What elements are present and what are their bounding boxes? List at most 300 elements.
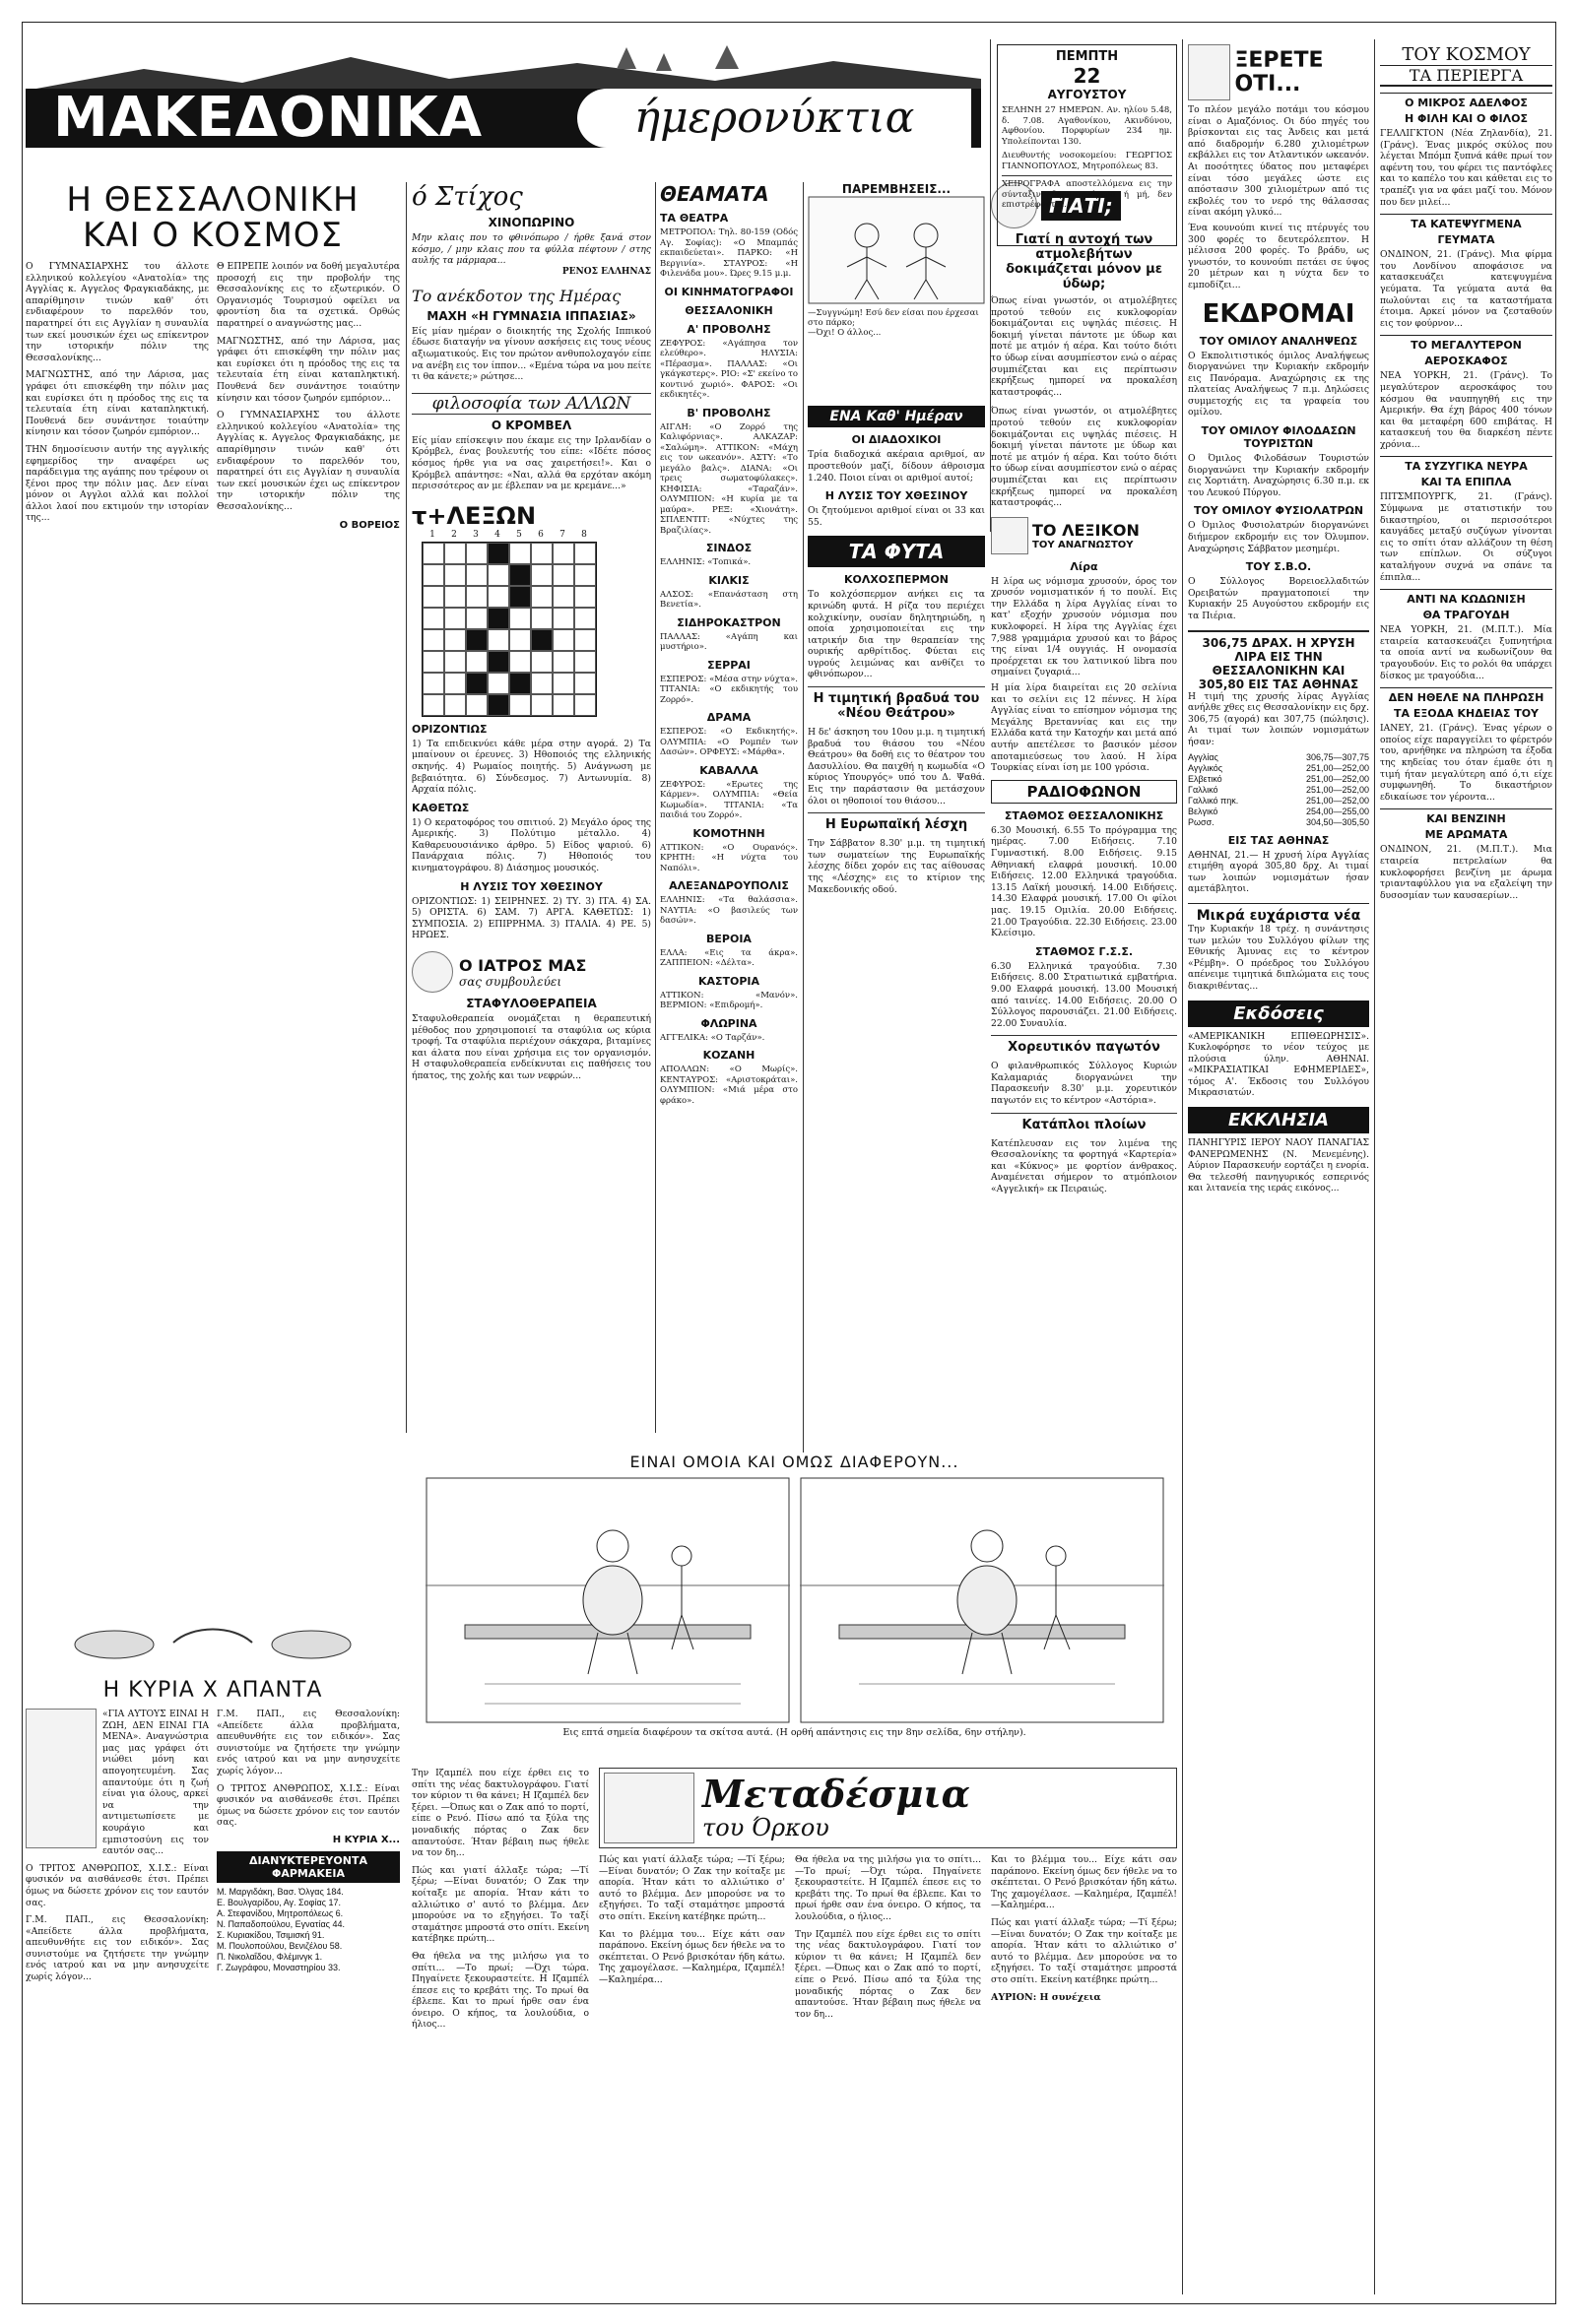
town-name: ΚΙΛΚΙΣ <box>708 573 750 587</box>
calendar-month: ΑΥΓΟΥΣΤΟΥ <box>1047 88 1127 101</box>
crossword-cell[interactable] <box>553 586 574 608</box>
fyta-subtitle: ΚΟΛΧΟΣΠΕΡΜΟΝ <box>843 573 950 587</box>
crossword-cell[interactable] <box>423 586 444 608</box>
differences-title: ΕΙΝΑΙ ΟΜΟΙΑ ΚΑΙ ΟΜΩΣ ΔΙΑΦΕΡΟΥΝ... <box>629 1452 959 1471</box>
kosmos-item-title: ΤΑ ΣΥΖΥΓΙΚΑ ΝΕΥΡΑ <box>1380 456 1552 473</box>
column-rule <box>803 182 804 1452</box>
crossword-cell[interactable] <box>444 564 466 586</box>
lead-paragraph: Ο ΓΥΜΝΑΣΙΑΡΧΗΣ του άλλοτε ελληνικού κολλεγίου «Ανατολία» της Αγγλίας κ. Αγγελος Φραγκιαδάκης, με απαρίθμησιν τινών καθ' ότι ενδιαφέρουν το παρελθόν του, παρατηρεί ότι εις Αγγλίαν η συναυλία των εκεί μουσικών έχει ως επίκεντρον την ιστορικήν πόλιν της Θεσσαλονίκης... <box>217 410 400 512</box>
crossword-cell[interactable] <box>531 673 553 694</box>
lead-paragraph: ΤΗΝ δημοσίευσιν αυτήν της αγγλικής εφημερίδος την αναφέρει ως παράδειγμα της αγάπης που τρέφουν οι ξένοι προς την πόλιν μας. Δεν είναι μόνον οι Αγγλοι αλλά και πολλοί άλλοι λαοί που εκτιμούν την ιστορίαν της... <box>26 443 209 524</box>
town-cinemas-list: ΕΛΛΗΝΙΣ: «Τοπικά». <box>660 557 752 567</box>
currency-value: 306,75—307,75 <box>1305 751 1369 762</box>
radio-station-1-program: 6.30 Μουσική. 6.55 Το πρόγραμμα της ημέρας. 7.00 Ειδήσεις. 7.10 Γυμναστική. 8.00 Ειδήσεις. 9.15 Αθηνιακή ελαφρά μουσική. 10.00 Ειδήσεις. 12.00 Ελληνικά τραγούδια. 13.15 Λαϊκή μουσική. 14.00 Ειδήσεις. 14.30 Ελαφρά μουσική. 17.00 Οι φίλοι μας. 19.15 Ομιλία. 20.00 Ειδήσεις. 21.00 Τραγούδια. 22.30 Ειδήσεις. 23.00 Κλείσιμο. <box>991 824 1177 939</box>
serial-col-1b: Πώς και γιατί άλλαξε τώρα; —Τί ξέρω; —Είναι δυνατόν; Ο Ζακ την κοίταξε με απορία. Ήταν κάτι το αλλιώτικο σ' αυτό το βλέμμα. Δεν μπορούσε να το εξηγήσει. Το ταξί σταμάτησε μπροστά στο σπίτι. Εκείνη κατέβηκε πρώτη... <box>412 1864 589 1945</box>
crossword-cell <box>509 586 531 608</box>
crossword-cell[interactable] <box>444 651 466 673</box>
kyria-paragraph: «ΓΙΑ ΑΥΤΟΥΣ ΕΙΝΑΙ Η ΖΩΗ, ΔΕΝ ΕΙΝΑΙ ΓΙΑ ΜΕΝΑ». Αναγνώστρια μας μας γράφει ότι νιώθει μόνη και απογοητευμένη. Σας απαντούμε ότι η ζωή είναι για όλους, αρκεί να την αντιμετωπίσετε με κουράγιο και εμπιστοσύνη εις τον εαυτόν σας... <box>102 1709 209 1857</box>
kosmos-item-text: ΟΝΔΙΝΟΝ, 21. (Μ.Π.Τ.). Μια εταιρεία πετρελαίων θα κυκλοφορήσει βενζίνη με άρωμα τριανταφύλλου για να εξαλείψη την δυσοσμίαν των καυσαερίων... <box>1380 844 1552 901</box>
lead-signature: Ο ΒΟΡΕΙΟΣ <box>339 520 400 532</box>
column-two <box>412 182 651 1433</box>
filosofia-title: φιλοσοφία των ΑΛΛΩΝ <box>412 393 651 415</box>
differences-left-drawing <box>426 1477 790 1723</box>
paremvaseis-title: ΠΑΡΕΜΒΗΣΕΙΣ... <box>841 182 952 196</box>
kyria-paragraph: Γ.Μ. ΠΑΠ., εις Θεσσαλονίκη: «Απείδετε άλλα προβλήματα, απευθυνθήτε εις τον ειδικόν». Σας συνιστούμε να ζητήσετε την γνώμην ενός ιατρού και να μην ανησυχείτε χωρίς λόγον... <box>217 1709 400 1776</box>
iatros-subtitle-2: σας συμβουλεύει <box>459 974 562 989</box>
crossword-cell[interactable] <box>444 629 466 651</box>
crossword-cell <box>488 608 509 629</box>
serial-col-1: Την Ιζαμπέλ που είχε έρθει εις το σπίτι της νέας δακτυλογράφου. Γιατί τον κύριον τι θα κάνει; Η Ιζαμπέλ δεν ξέρει. —Όπως και ο Ζακ από το πορτί, είπε ο Ρενό. Πίσω από τα ξύλα της μοναδικής πόρτας ο Ζακ δεν απαντούσε. Ήταν βέβαιη πως ήθελε να τον δη... <box>412 1768 589 1859</box>
crossword-cell[interactable] <box>423 543 444 564</box>
filosofia-text: Είς μίαν επίσκεψιν που έκαμε εις την Ιρλανδίαν ο Κρόμβελ, ένας βουλευτής του είπε: «Ιδέτε πόσος κόσμος ήρθε για να σας χαιρετήσει!». Και ο Κρόμβελ απάντησε: «Ναι, αλλά θα ερχόταν ακόμη περισσότερος αν με έβλεπαν να με κρεμάνε...» <box>412 434 651 492</box>
eyxi-title: Μικρά ευχάριστα νέα <box>1188 903 1369 924</box>
pharmacy-item: Π. Νικολαΐδου, Φλέμινγκ 1. <box>217 1951 323 1962</box>
crossword-cell[interactable] <box>423 629 444 651</box>
timitiki-text: Η δε' άσκηση του 10ου μ.μ. η τιμητική βραδυά του θιάσου του «Νέου Θεάτρου» θα δοθή εις το θέατρον του Δασυλλίου. Θα παιχθή η κωμωδία «Ο κύριος Υπουργός» υπό του Δ. Ψαθά. Εις την παράστασιν θα μετάσχουν όλοι οι ηθοποιοί του θιάσου... <box>808 727 985 807</box>
calendar-day: ΠΕΜΠΤΗ <box>1055 49 1119 64</box>
timitiki-title: Η τιμητική βραδυά του «Νέου Θεάτρου» <box>808 686 985 721</box>
town-cinemas-list: ΠΑΛΛΑΣ: «Αγάπη και μυστήριο». <box>660 631 798 652</box>
crossword-cell[interactable] <box>444 608 466 629</box>
currency-row <box>1188 817 1369 828</box>
town-name: ΒΕΡΟΙΑ <box>706 932 752 945</box>
anekdoto-title: Το ανέκδοτον της Ημέρας <box>412 286 622 305</box>
ekdromai-subtitle: ΤΟΥ ΟΜΙΛΟΥ ΑΝΑΛΗΨΕΩΣ <box>1199 334 1358 348</box>
crossword-cell[interactable] <box>553 629 574 651</box>
crossword-horizontal-clues: 1) Τα επιδεικνύει κάθε μέρα στην αγορά. 2) Τα μπαίνουν οι έρευνες. 3) Ηθοποιός της ελληνικής σκηνής. 4) Ρωμαίος ποιητής. 5) Ανάγνωση με βεβαιότητα. 6) Σύνδεσμος. 7) Αντωνυμία. 8) Αρχαία πόλις. <box>412 738 651 796</box>
ekdoseis-text: «ΑΜΕΡΙΚΑΝΙΚΗ ΕΠΙΘΕΩΡΗΣΙΣ». Κυκλοφόρησε το νέον τεύχος με πλούσια ύλην. ΑΘΗΝΑΙ. «ΜΙΚΡΑΣΙΑΤΙΚΑΙ ΕΦΗΜΕΡΙΔΕΣ», τόμος Α'. Έκδοσις του Συλλόγου Μικρασιατών. <box>1188 1030 1369 1099</box>
pharmacies-list <box>217 1887 400 1973</box>
crossword-cell[interactable] <box>574 543 596 564</box>
radio-station-2-program: 6.30 Ελληνικά τραγούδια. 7.30 Ειδήσεις. 8.00 Στρατιωτικά εμβατήρια. 9.00 Ελαφρά μουσική. 13.00 Μουσική από ταινίες. 14.00 Ειδήσεις. 20.00 Ο Σύλλογος παρουσιάζει. 21.00 Ειδήσεις. 22.00 Συναυλία. <box>991 960 1177 1029</box>
crossword-number: 8 <box>581 529 587 540</box>
xorefticon-text: Ο φιλανθρωπικός Σύλλογος Κυριών Καλαμαριάς διοργανώνει την Παρασκευήν 8.30' μ.μ. χορευτικόν παγωτόν εις το κέντρον «Αστόρια». <box>991 1061 1177 1107</box>
crossword-cell[interactable] <box>466 586 488 608</box>
crossword-cell[interactable] <box>553 694 574 716</box>
town-name: ΑΛΕΞΑΝΔΡΟΥΠΟΛΙΣ <box>669 879 789 892</box>
crossword-cell[interactable] <box>531 651 553 673</box>
ena-kathimeran-solution-title: Η ΛΥΣΙΣ ΤΟΥ ΧΘΕΣΙΝΟΥ <box>824 489 968 503</box>
ekdoseis-title: Εκδόσεις <box>1188 1001 1369 1027</box>
crossword-horizontal-title: ΟΡΙΖΟΝΤΙΩΣ <box>412 722 488 736</box>
giati-text: Όπως είναι γνωστόν, οι ατμολέβητες προτού τεθούν εις κυκλοφορίαν δοκιμάζονται εις υψηλάς πιέσεις. Η δοκιμή γίνεται πάντοτε με ύδωρ και ποτέ με ατμόν ή αέρα. Και τούτο διότι το ύδωρ είναι ασυμπίεστον ενώ ο αέρας συμπιέζεται και εις περίπτωσιν εκρήξεως ημπορεί να προκαλέση καταστροφάς... <box>991 295 1177 398</box>
newspaper-reader-icon <box>1188 44 1230 100</box>
differences-caption: Εις επτά σημεία διαφέρουν τα σκίτσα αυτά. (Η ορθή απάντησις εις την 8ην σελίδα, 6ην στήλην). <box>562 1727 1026 1738</box>
lead-paragraph: ΜΑΓΝΩΣΤΗΣ, από την Λάρισα, μας γράφει ότι επισκέφθη την πόλιν μας και ευρίσκει ότι η πρόοδος της εις τα τελευταία έτη είναι καταπληκτική. Πουθενά δεν συνάντησε τοιαύτην κίνησιν και τόσον ζωηρόν εμπόριον... <box>26 369 209 438</box>
column-five <box>1188 44 1369 2294</box>
crossword-cell[interactable] <box>553 673 574 694</box>
town-name: ΣΙΝΔΟΣ <box>705 542 753 554</box>
kosmos-item-title: ΤΑ ΚΑΤΕΨΥΓΜΕΝΑ <box>1380 214 1552 230</box>
b-provoli-list: ΑΙΓΛΗ: «Ο Ζορρό της Καλιφόρνιας». ΑΛΚΑΖΑΡ: «Σαλώμη». ΑΤΤΙΚΟΝ: «Μάχη εις τον ωκεανόν». ΑΣΤΥ: «Το μεγάλο βαλς». ΔΙΑΝΑ: «Οι τρεις σωματοφύλακες». ΚΗΦΙΣΙΑ: «Ταραζάν». ΟΛΥΜΠΙΟΝ: «Η κυρία με τα μαύρα». ΡΕΞ: «Χιονάτη». ΣΠΛΕΝΤΙΤ: «Νύχτες της Βραζιλίας». <box>660 421 798 536</box>
lexiko-text: Η λίρα ως νόμισμα χρυσούν, όρος τον χρυσόν νομισματικόν ή το πουλί. Εις την Ελλάδα η λίρα Αγγλίας είναι το κατ' εξοχήν χρυσούν νόμισμα που κυκλοφορεί. Η λίρα της Αγγλίας έχει 7,988 γραμμάρια χρυσού και το βάρος της είναι 1/4 ουγγιάς. Η ονομασία προέρχεται εκ του λατινικού libra που σημαίνει ζυγαριά... <box>991 575 1177 678</box>
masthead-title: ΜΑΚΕΔΟΝΙΚΑ <box>53 86 484 150</box>
crossword-cell[interactable] <box>553 543 574 564</box>
crossword-cell[interactable] <box>531 694 553 716</box>
differences-section <box>412 1452 1177 1758</box>
paremvaseis-caption: —Συγγνώμη! Εσύ δεν είσαι που έρχεσαι στο πάρκο; —Όχι! Ο άλλος... <box>808 308 979 338</box>
serial-continuation: ΑΥΡΙΟΝ: Η συνέχεια <box>991 1991 1101 2003</box>
fyta-title: ΤΑ ΦΥΤΑ <box>808 536 985 567</box>
pharmacy-item: Ν. Παπαδοπούλου, Εγνατίας 44. <box>217 1918 345 1929</box>
crossword-cell[interactable] <box>509 608 531 629</box>
crossword-number: 7 <box>559 529 565 540</box>
crossword-cell <box>488 651 509 673</box>
kosmos-item-text: ΟΝΔΙΝΟΝ, 21. (Γράνς). Μια φίρμα του Λονδίνου αποφάσισε να κατασκευάζει κατεψυγμένα γεύματα. Τα γεύματα αυτά θα πωλούνται εις τα καταστήματα έτοιμα. Αρκεί μόνον να ζεσταθούν εις τον φούρνον... <box>1380 249 1552 329</box>
crossword-cell <box>466 673 488 694</box>
kosmos-item-text: ΝΕΑ ΥΟΡΚΗ, 21. (Γράνς). Το μεγαλύτερον αεροσκάφος του κόσμου θα ναυπηγηθή εις την Αμερικήν. Θα έχη βάρος 400 τόνων και θα μεταφέρη 600 επιβάτας. Η κατασκευή του θα διαρκέση πέντε χρόνια... <box>1380 370 1552 450</box>
serial-col-2b: Και το βλέμμα του... Είχε κάτι σαν παράπονο. Εκείνη όμως δεν ήθελε να το σκέπτεται. Ο Ρενό βρισκόταν ήδη κάτω. Της χαμογέλασε. —Καλημέρα, Ιζαμπέλ! —Καλημέρα... <box>599 1928 785 1985</box>
masthead-scene-illustration <box>26 39 981 91</box>
currency-value: 254,00—255,00 <box>1305 806 1369 816</box>
crossword-cell[interactable] <box>531 564 553 586</box>
lexiko-title: ΤΟ ΛΕΞΙΚΟΝ <box>1032 520 1140 540</box>
exerete-text: Το πλέον μεγάλο ποτάμι του κόσμου είναι ο Αμαζόνιος. Οι δύο πηγές του βρίσκονται εις τας Άνδεις και μετά από διαδρομήν 6.280 χιλιομέτρων εκβάλλει εις τον Ατλαντικόν ωκεανόν. Αι ποσότητες ύδατος που μεταφέρει είναι τόσο μεγάλες ώστε εις απόστασιν 300 χιλιομέτρων από τις εκβολές του το νερό της θάλασσας είναι ακόμη γλυκό... <box>1188 104 1369 219</box>
ekdromai-subtitle-2: ΤΟΥ ΟΜΙΛΟΥ ΦΙΛΟΔΑΣΩΝ ΤΟΥΡΙΣΤΩΝ <box>1201 424 1356 451</box>
currency-name: Ελβετικό <box>1188 773 1222 784</box>
xrysi-athens-text: ΑΘΗΝΑΙ, 21.— Η χρυσή λίρα Αγγλίας ετιμήθη αγορά 305,80 δρχ. Αι τιμαί των λοιπών νομισμάτων ήσαν αμετάβλητοι. <box>1188 849 1369 895</box>
town-name: ΚΟΖΑΝΗ <box>702 1049 755 1062</box>
crossword-cell[interactable] <box>553 564 574 586</box>
town-cinemas-list: ΑΤΤΙΚΟΝ: «Μανόν». ΒΕΡΜΙΟΝ: «Επιδρομή». <box>660 990 798 1010</box>
serial-col-2: Πώς και γιατί άλλαξε τώρα; —Τί ξέρω; —Είναι δυνατόν; Ο Ζακ την κοίταξε με απορία. Ήταν κάτι το αλλιώτικο σ' αυτό το βλέμμα. Δεν μπορούσε να το εξηγήσει. Το ταξί σταμάτησε μπροστά στο σπίτι. Εκείνη κατέβηκε πρώτη... <box>599 1854 785 1922</box>
calendar-note: ΧΕΙΡΟΓΡΑΦΑ αποστελλόμενα εις την σύνταξιν, δημοσιευόμενα ή μή, δεν επιστρέφονται. <box>1002 175 1172 211</box>
kosmos-item-subtitle: ΘΑ ΤΡΑΓΟΥΔΗ <box>1422 609 1510 622</box>
column-rule <box>1374 39 1375 2294</box>
town-cinemas-list: ΑΛΣΟΣ: «Επανάσταση στη Βενετία». <box>660 589 798 610</box>
kyria-paragraph: Ο ΤΡΙΤΟΣ ΑΝΘΡΩΠΟΣ, Χ.Ι.Σ.: Είναι φυσικόν να αισθάνεσθε έτσι. Πρέπει όμως να δώσετε χρόνον εις τον εαυτόν σας. <box>26 1862 209 1908</box>
crossword-cell[interactable] <box>423 673 444 694</box>
lead-title-1: Η ΘΕΣΣΑΛΟΝΙΚΗ <box>66 182 360 220</box>
theatra-title: ΤΑ ΘΕΑΤΡΑ <box>660 212 729 225</box>
crossword-cell[interactable] <box>574 564 596 586</box>
lead-paragraph: Θ ΕΠΡΕΠΕ λοιπόν να δοθή μεγαλυτέρα προσοχή εις την προβολήν της Θεσσαλονίκης εις το εξωτερικόν. Ο Οργανισμός Τουρισμού οφείλει να φροντίση δια τα σχετικά. Ορθώς παρατηρεί ο αναγνώστης μας... <box>217 261 400 329</box>
kosmos-item-subtitle: ΜΕ ΑΡΩΜΑΤΑ <box>1424 828 1508 842</box>
lexon-title: τ+ΛΕΞΩΝ <box>412 501 537 530</box>
ekdromai-text: Ο Εκπολιτιστικός όμιλος Αναλήψεως διοργανώνει την Κυριακήν εκδρομήν εις Πανόραμα. Αναχώρησις εκ της πλατείας Αναλήψεως 7 π.μ. Δηλώσεις συμμετοχής εις τα γραφεία του ομίλου. <box>1188 350 1369 419</box>
pharmacy-item: Σ. Κυριακίδου, Τσιμισκή 91. <box>217 1929 325 1940</box>
serial-title: Μεταδέσμια <box>702 1772 970 1816</box>
xrysi-text: Η τιμή της χρυσής λίρας Αγγλίας ανήλθε χθες εις Θεσσαλονίκην εις δρχ. 306,75 (αγορά) και 307,75 (πώλησις). Αι τιμαί των λοιπών νομισμάτων ήσαν: <box>1188 690 1369 747</box>
ena-kathimeran-subtitle: ΟΙ ΔΙΑΔΟΧΙΚΟΙ <box>851 433 942 447</box>
giati-subtitle: Γιατί η αντοχή των ατμολεβήτων δοκιμάζεται μόνον με ύδωρ; <box>1006 232 1162 291</box>
crossword-vertical-title: ΚΑΘΕΤΩΣ <box>412 801 470 814</box>
crossword-cell[interactable] <box>531 543 553 564</box>
pharmacy-item: Μ. Μαργιδάκη, Βασ. Όλγας 184. <box>217 1886 344 1897</box>
column-rule <box>1182 39 1183 2294</box>
ekdromai-subtitle-3: ΤΟΥ ΟΜΙΛΟΥ ΦΥΣΙΟΛΑΤΡΩΝ <box>1193 504 1364 518</box>
ekklisia-title: ΕΚΚΛΗΣΙΑ <box>1188 1107 1369 1133</box>
crossword-cell[interactable] <box>488 629 509 651</box>
giati-title: ΓΙΑΤΙ; <box>1041 191 1121 221</box>
b-provoli-title: Β' ΠΡΟΒΟΛΗΣ <box>687 406 771 420</box>
crossword-cell[interactable] <box>466 564 488 586</box>
crossword-number: 3 <box>473 529 479 540</box>
currency-value: 251,00—252,00 <box>1305 762 1369 773</box>
ena-kathimeran-text: Τρία διαδοχικά ακέραια αριθμοί, αν προστεθούν μαζί, δίδουν άθροισμα 1.240. Ποιοι είναι οι αριθμοί αυτοί; <box>808 449 985 484</box>
currency-row <box>1188 785 1369 796</box>
theatra-text: ΜΕΤΡΟΠΟΛ: Τηλ. 80-159 (Οδός Αγ. Σοφίας): «Ο Μπαμπάς εκπαιδεύεται». ΠΑΡΚΟ: «Η Βεργινία». ΣΤΑΥΡΟΣ: «Η Φιλενάδα μου». Ώρες 9.15 μ.μ. <box>660 227 798 279</box>
currency-name: Γαλλικό πηκ. <box>1188 795 1239 806</box>
currency-value: 251,00—252,00 <box>1305 773 1369 784</box>
a-provoli-title: Α' ΠΡΟΒΟΛΗΣ <box>687 322 771 336</box>
crossword-solution-title: Η ΛΥΣΙΣ ΤΟΥ ΧΘΕΣΙΝΟΥ <box>460 879 603 893</box>
eyxi-text: Την Κυριακήν 18 τρέχ. η συνάντησις των μελών του Συλλόγου φίλων της Εθνικής Άμυνας εις το κέντρον «Ρέμβη». Ο πρόεδρος του Συλλόγου απένειμε τιμητικά διπλώματα εις τους διακριθέντας... <box>1188 923 1369 992</box>
crossword-cell[interactable] <box>553 608 574 629</box>
crossword-number: 6 <box>538 529 544 540</box>
column-rule <box>655 182 656 1433</box>
ekdromai-text-3: Ο Όμιλος Φυσιολατρών διοργανώνει διήμερον εκδρομήν εις τον Όλυμπον. Αναχώρησις Σάββατον μεσημέρι. <box>1188 520 1369 554</box>
town-name: ΣΕΡΡΑΙ <box>707 658 751 672</box>
crossword-cell <box>509 673 531 694</box>
serial-col-4b: Πώς και γιατί άλλαξε τώρα; —Τί ξέρω; —Είναι δυνατόν; Ο Ζακ την κοίταξε με απορία. Ήταν κάτι το αλλιώτικο σ' αυτό το βλέμμα. Δεν μπορούσε να το εξηγήσει. Το ταξί σταμάτησε μπροστά στο σπίτι. Εκείνη κατέβηκε πρώτη... <box>991 1916 1177 1985</box>
currency-value: 251,00—252,00 <box>1305 795 1369 806</box>
ekklisia-text: ΠΑΝΗΓΥΡΙΣ ΙΕΡΟΥ ΝΑΟΥ ΠΑΝΑΓΙΑΣ ΦΑΝΕΡΩΜΕΝΗΣ (Ν. Μενεμένης). Αύριον Παρασκευήν εορτάζει η ενορία. Θα τελεσθή πανηγυρικός εσπερινός και λιτανεία της ιεράς εικόνος... <box>1188 1137 1369 1194</box>
kosmos-item-title: ΔΕΝ ΗΘΕΛΕ ΝΑ ΠΛΗΡΩΣΗ <box>1380 687 1552 704</box>
column-four <box>808 182 1177 1452</box>
exerete-title: ΞΕΡΕΤΕ ΟΤΙ... <box>1234 47 1324 97</box>
crossword-cell[interactable] <box>574 651 596 673</box>
differences-right-drawing <box>800 1477 1164 1723</box>
kosmos-item-text: ΙΑΝΕΥ, 21. (Γράνς). Ένας γέρων ο οποίος είχε παραγγείλει το φέρετρόν του, αρνήθηκε να πληρώση τα έξοδα της κηδείας του όταν έμαθε ότι η τιμή ήταν μεγαλύτερη από ό,τι είχε συμφωνηθή. Το δικαστήριον εδικαίωσε τον γέροντα... <box>1380 723 1552 803</box>
crossword-cell[interactable] <box>466 543 488 564</box>
currency-name: Αγγλικός <box>1188 762 1223 773</box>
ekdromai-text-2: Ο Όμιλος Φιλοδάσων Τουριστών διοργανώνει την Κυριακήν εκδρομήν εις Χορτιάτη. Αναχώρησις 6.30 π.μ. εκ του Λευκού Πύργου. <box>1188 453 1369 498</box>
serial-col-4: Και το βλέμμα του... Είχε κάτι σαν παράπονο. Εκείνη όμως δεν ήθελε να το σκέπτεται. Ο Ρενό βρισκόταν ήδη κάτω. Της χαμογέλασε. —Καλημέρα, Ιζαμπέλ! —Καλημέρα... <box>991 1854 1177 1911</box>
doctor-icon <box>412 951 453 993</box>
giati-text-cont: Όπως είναι γνωστόν, οι ατμολέβητες προτού τεθούν εις κυκλοφορίαν δοκιμάζονται εις υψηλάς πιέσεις. Η δοκιμή γίνεται πάντοτε με ύδωρ και ποτέ με ατμόν ή αέρα. Και τούτο διότι το ύδωρ είναι ασυμπίεστον ενώ ο αέρας συμπιέζεται και εις περίπτωσιν εκρήξεως ημπορεί να προκαλέση καταστροφάς... <box>991 406 1177 509</box>
serial-col-1c: Θα ήθελα να της μιλήσω για το σπίτι... —Το πρωί; —Όχι τώρα. Πηγαίνετε ξεκουραστείτε. Η Ιζαμπέλ έπεσε εις το κρεβάτι της. Το πρωί θα έβλεπε. Και το πρωί ήρθε σαν ένα όνειρο. Ο κήπος, τα λουλούδια, ο ήλιος... <box>412 1950 589 2031</box>
town-cinemas-list: ΕΣΠΕΡΟΣ: «Μέσα στην νύχτα». ΤΙΤΑΝΙΑ: «Ο εκδικητής του Ζορρό». <box>660 674 798 705</box>
crossword-cell[interactable] <box>531 608 553 629</box>
dictionary-icon <box>991 517 1028 554</box>
crossword-cell <box>488 694 509 716</box>
crossword-cell[interactable] <box>444 694 466 716</box>
stixos-subtitle: ΧΙΝΟΠΩΡΙΝΟ <box>488 216 575 229</box>
kosmos-item-title: ΚΑΙ ΒΕΝΖΙΝΗ <box>1380 808 1552 825</box>
currency-name: Ρωσσ. <box>1188 816 1215 827</box>
stixos-signature: ΡΕΝΟΣ ΕΛΛΗΝΑΣ <box>561 266 651 277</box>
hearts-illustration <box>26 1709 97 1848</box>
calendar-date: 22 <box>1073 64 1101 88</box>
xrysi-athens-title: ΕΙΣ ΤΑΣ ΑΘΗΝΑΣ <box>1227 833 1330 847</box>
theamata-column <box>660 182 798 1433</box>
ekdromai-text-4: Ο Σύλλογος Βορειοελλαδιτών Ορειβατών πραγματοποιεί την Κυριακήν 25 Αυγούστου εκδρομήν εις τα Πιέρια. <box>1188 576 1369 621</box>
metadesmia-serial <box>412 1768 1177 2294</box>
crossword-cell[interactable] <box>488 673 509 694</box>
crossword-cell[interactable] <box>509 694 531 716</box>
kosmos-item-text: ΝΕΑ ΥΟΡΚΗ, 21. (Μ.Π.Τ.). Μία εταιρεία κατασκευάζει ξυπνητήρια τα οποία αντί να κωδωνίζουν θα τραγουδούν. Εις το ρολόι θα υπάρχει δίσκος με τραγούδια... <box>1380 624 1552 681</box>
crossword-cell <box>531 629 553 651</box>
currency-name: Βελγικό <box>1188 806 1218 816</box>
serial-subtitle: του Όρκου <box>702 1814 829 1841</box>
pharmacy-item: Γ. Ζωγράφου, Μοναστηρίου 33. <box>217 1962 341 1972</box>
town-cinemas-list: ΑΠΟΛΛΩΝ: «Ο Μωρίς». ΚΕΝΤΑΥΡΟΣ: «Αριστοκράται». ΟΛΥΜΠΙΟΝ: «Μιά μέρα στο φράκο». <box>660 1065 798 1106</box>
kosmos-item-title: ΑΝΤΙ ΝΑ ΚΩΔΩΝΙΣΗ <box>1380 589 1552 606</box>
currency-value: 304,50—305,50 <box>1305 816 1369 827</box>
ekdromai-subtitle-4: ΤΟΥ Σ.Β.Ο. <box>1245 560 1312 574</box>
kosmos-title-2: ΤΑ ΠΕΡΙΕΡΓΑ <box>1380 66 1552 87</box>
calendar-box <box>997 44 1177 246</box>
kosmos-item-subtitle: ΚΑΙ ΤΑ ΕΠΙΠΛΑ <box>1420 476 1512 489</box>
anekdoto-text: Είς μίαν ημέραν ο διοικητής της Σχολής Ιππικού έδωσε διαταγήν να γίνουν ασκήσεις εις τους νέους αξιωματικούς. Εις τον πρώτον ανθυπολοχαγόν είπε να ανέβη εις τον ίππον... «Εμένα τώρα να μου πείτε τι θα κάνετε;» ρώτησε... <box>412 325 651 383</box>
lexiko-text-2: Η μία λίρα διαιρείται εις 20 σελίνια και το σελίνι εις 12 πέννες. Η λίρα Αγγλίας είναι το επίσημον νόμισμα της Μεγάλης Βρεταννίας και εις την Ελλάδα κατά την Κατοχήν και μετά από αυτήν απετέλεσε το βασικόν μέσον αποταμιεύσεως του λαού. Η λίρα Τουρκίας είναι ίση με 100 γρόσια. <box>991 682 1177 774</box>
crossword-cell[interactable] <box>509 651 531 673</box>
crossword-cell[interactable] <box>423 694 444 716</box>
katapl-text: Κατέπλευσαν εις τον λιμένα της Θεσσαλονίκης τα φορτηγά «Καρτερία» και «Κύκνος» με φορτίον άνθρακος. Αναμένεται σήμερον το ατμόπλοιον «Αγγελική» εκ Πειραιώς. <box>991 1137 1177 1195</box>
kyria-x-section <box>26 1615 400 2294</box>
lead-paragraph: Ο ΓΥΜΝΑΣΙΑΡΧΗΣ του άλλοτε ελληνικού κολλεγίου «Ανατολία» της Αγγλίας κ. Αγγελος Φραγκιαδάκης, με απαρίθμησιν τινών καθ' ότι ενδιαφέρουν το παρελθόν του, παρατηρεί ότι εις Αγγλίαν η συναυλία των εκεί μουσικών έχει ως επίκεντρον την ιστορικήν πόλιν της Θεσσαλονίκης... <box>26 261 209 363</box>
kyria-title: Η ΚΥΡΙΑ Χ ΑΠΑΝΤΑ <box>102 1678 323 1703</box>
kyria-signature: Η ΚΥΡΙΑ Χ... <box>332 1834 400 1845</box>
pharmacy-item: Μ. Πουλοπούλου, Βενιζέλου 58. <box>217 1940 343 1951</box>
kyria-paragraph: Γ.Μ. ΠΑΠ., εις Θεσσαλονίκη: «Απείδετε άλλα προβλήματα, απευθυνθήτε εις τον ειδικόν». Σας συνιστούμε να ζητήσετε την γνώμην ενός ιατρού και να μην ανησυχείτε χωρίς λόγον... <box>26 1914 209 1983</box>
crossword-cell[interactable] <box>466 694 488 716</box>
currency-row <box>1188 774 1369 785</box>
kosmos-item-title: ΤΟ ΜΕΓΑΛΥΤΕΡΟΝ <box>1380 335 1552 352</box>
currency-table <box>1188 752 1369 828</box>
cupids-illustration <box>26 1615 400 1674</box>
xorefticon-title: Χορευτικόν παγωτόν <box>991 1035 1177 1055</box>
lesxi-text: Την Σάββατον 8.30' μ.μ. τη τιμητική των σωματείων της Ευρωπαϊκής λέσχης δίδει χορόν εις τας αίθουσας της «Λέσχης» εις το κτίριον της Μακεδονικής οδού. <box>808 838 985 895</box>
anekdoto-subtitle: ΜΑΧΗ «Η ΓΥΜΝΑΣΙΑ ΙΠΠΑΣΙΑΣ» <box>427 308 636 323</box>
crossword-vertical-clues: 1) Ο κερατοφόρος του σπιτιού. 2) Μεγάλο όρος της Αμερικής. 3) Πολύτιμο μέταλλο. 4) Καθαρευουσιάνικο άρθρο. 5) Είδος ψαριού. 6) Πανάρχαια πόλις. 7) Ηθοποιός του κινηματογράφου. 8) Διάσημος μουσικός. <box>412 816 651 874</box>
fyta-text: Το κολχόσπερμον ανήκει εις τα κρινώδη φυτά. Η ρίζα του περιέχει κολχικίνην, ουσίαν δηλητηριώδη, η οποία χρησιμοποιείται εις την ιατρικήν δια την θεραπείαν της ουρικής αρθρίτιδος. Φύεται εις υγρούς λειμώνας και ανθίζει το φθινόπωρον... <box>808 589 985 680</box>
town-cinemas-list: ΕΛΛΑ: «Εις τα άκρα». ΖΑΠΠΕΙΟΝ: «Δέλτα». <box>660 947 798 968</box>
crossword-cell <box>466 629 488 651</box>
lead-article <box>26 182 400 1605</box>
currency-row <box>1188 796 1369 807</box>
crossword-cell[interactable] <box>488 586 509 608</box>
kyria-paragraph: Ο ΤΡΙΤΟΣ ΑΝΘΡΩΠΟΣ, Χ.Ι.Σ.: Είναι φυσικόν να αισθάνεσθε έτσι. Πρέπει όμως να δώσετε χρόνον εις τον εαυτόν σας. <box>217 1782 400 1829</box>
radio-station-1: ΣΤΑΘΜΟΣ ΘΕΣΣΑΛΟΝΙΚΗΣ <box>1004 808 1164 822</box>
iatros-text: Σταφυλοθεραπεία ονομάζεται η θεραπευτική μέθοδος που χρησιμοποιεί τα σταφύλια ως κύρια τροφή. Τα σταφύλια περιέχουν σάκχαρα, βιταμίνες και άλατα που είναι χρήσιμα εις τον οργανισμόν. Η σταφυλοθεραπεία ενδείκνυται εις παθήσεις του ήπατος, της χολής και των νεφρών... <box>412 1013 651 1081</box>
crossword-cell[interactable] <box>466 651 488 673</box>
lead-paragraph: ΜΑΓΝΩΣΤΗΣ, από την Λάρισα, μας γράφει ότι επισκέφθη την πόλιν μας και ευρίσκει ότι η πρόοδος της εις τα τελευταία έτη είναι καταπληκτική. Πουθενά δεν συνάντησε τοιαύτην κίνησιν και τόσον ζωηρόν εμπόριον... <box>217 335 400 404</box>
town-name: ΦΛΩΡΙΝΑ <box>700 1016 757 1030</box>
crossword-cell[interactable] <box>423 564 444 586</box>
crossword-cell[interactable] <box>553 651 574 673</box>
town-cinemas-list: ΑΓΓΕΛΙΚΑ: «Ο Ταρζάν». <box>660 1032 765 1043</box>
town-name: ΔΡΑΜΑ <box>706 711 752 724</box>
masthead <box>26 39 981 158</box>
pharmacy-item: Ε. Βουλγαρίδου, Αγ. Σοφίας 17. <box>217 1897 341 1907</box>
currency-value: 251,00—252,00 <box>1305 784 1369 795</box>
iatros-subtitle: ΣΤΑΦΥΛΟΘΕΡΑΠΕΙΑ <box>466 997 597 1011</box>
crossword-cell <box>509 564 531 586</box>
crossword-number: 1 <box>429 529 435 540</box>
kosmos-item-subtitle: ΑΕΡΟΣΚΑΦΟΣ <box>1424 355 1508 368</box>
town-name: ΚΑΒΑΛΛΑ <box>699 763 758 777</box>
crossword-cell[interactable] <box>423 608 444 629</box>
crossword-cell[interactable] <box>488 564 509 586</box>
crossword-number: 2 <box>451 529 457 540</box>
xrysi-title: 306,75 ΔΡΑΧ. Η ΧΡΥΣΗ ΛΙΡΑ ΕΙΣ ΤΗΝ ΘΕΣΣΑΛΟΝΙΚΗΝ ΚΑΙ 305,80 ΕΙΣ ΤΑΣ ΑΘΗΝΑΣ <box>1188 630 1369 691</box>
kosmos-item-title: Ο ΜΙΚΡΟΣ ΑΔΕΛΦΟΣ <box>1380 93 1552 109</box>
crossword-cell[interactable] <box>444 543 466 564</box>
serial-col-3b: Την Ιζαμπέλ που είχε έρθει εις το σπίτι της νέας δακτυλογράφου. Γιατί τον κύριον τι θα κάνει; Η Ιζαμπέλ δεν ξέρει. —Όπως και ο Ζακ από το πορτί, είπε ο Ρενό. Πίσω από τα ξύλα της μοναδικής πόρτας ο Ζακ δεν απαντούσε. Ήταν βέβαιη πως ήθελε να τον δη... <box>795 1928 981 2020</box>
stixos-poem: Μην κλαις που το φθινόπωρο / ήρθε ξανά στον κόσμο, / μην κλαις που τα φύλλα πέφτουν / στης αυλής τα μάρμαρα... <box>412 232 651 267</box>
town-cinemas-list: ΖΕΦΥΡΟΣ: «Ερωτες της Κάρμεν». ΟΛΥΜΠΙΑ: «Θεία Κωμωδία». ΤΙΤΑΝΙΑ: «Τα παιδιά του Ζορρό». <box>660 779 798 820</box>
radio-station-2: ΣΤΑΘΜΟΣ Γ.Σ.Σ. <box>1034 944 1134 958</box>
column-rule <box>406 182 407 1433</box>
lexiko-subtitle-2: ΤΟΥ ΑΝΑΓΝΩΣΤΟΥ <box>1032 539 1134 550</box>
pharmacies-title: ΔΙΑΝΥΚΤΕΡΕΥΟΝΤΑ ΦΑΡΜΑΚΕΙΑ <box>217 1851 400 1883</box>
currency-name: Γαλλικό <box>1188 784 1218 795</box>
currency-name: Αγγλίας <box>1188 751 1218 762</box>
masthead-script: ήμερονύκτια <box>577 89 971 148</box>
lead-title-2: ΚΑΙ Ο ΚΟΣΜΟΣ <box>82 216 344 255</box>
kosmos-items <box>1380 93 1552 901</box>
town-name: ΚΑΣΤΟΡΙΑ <box>697 974 760 988</box>
ena-kathimeran-solution: Οι ζητούμενοι αριθμοί είναι οι 33 και 55. <box>808 505 985 528</box>
serial-col-3: Θα ήθελα να της μιλήσω για το σπίτι... —Το πρωί; —Όχι τώρα. Πηγαίνετε ξεκουραστείτε. Η Ιζαμπέλ έπεσε εις το κρεβάτι της. Το πρωί θα έβλεπε. Και το πρωί ήρθε σαν ένα όνειρο. Ο κήπος, τα λουλούδια, ο ήλιος... <box>795 1854 981 1922</box>
katapl-title: Κατάπλοι πλοίων <box>991 1113 1177 1132</box>
kosmos-item-subtitle: Η ΦΙΛΗ ΚΑΙ Ο ΦΙΛΟΣ <box>1405 112 1528 125</box>
crossword-cell[interactable] <box>574 629 596 651</box>
town-cinemas-list: ΕΣΠΕΡΟΣ: «Ο Εκδικητής». ΟΛΥΜΠΙΑ: «Ο Ρομπέν των Δασών». ΟΡΦΕΥΣ: «Μάρθα». <box>660 727 798 757</box>
a-provoli-list: ΖΕΦΥΡΟΣ: «Αγάπησα τον ελεύθερο». ΗΛΥΣΙΑ: «Πέρασμα». ΠΑΛΛΑΣ: «Οι γκάγκστερς». ΡΙΟ: «Σ' εκείνο το κοντινό χωριό». ΦΑΡΟΣ: «Οι εκδικητές». <box>660 338 798 400</box>
town-name: ΚΟΜΟΤΗΝΗ <box>692 826 765 840</box>
kosmos-item-subtitle: ΤΑ ΕΞΟΔΑ ΚΗΔΕΙΑΣ ΤΟΥ <box>1393 707 1540 721</box>
currency-row <box>1188 763 1369 774</box>
kosmos-title: ΤΟΥ ΚΟΣΜΟΥ <box>1380 44 1552 66</box>
crossword-cell[interactable] <box>574 586 596 608</box>
crossword-cell[interactable] <box>509 629 531 651</box>
crossword-numbers <box>422 530 651 540</box>
kino-title: ΟΙ ΚΙΝΗΜΑΤΟΓΡΑΦΟΙ <box>664 285 794 298</box>
crossword-cell[interactable] <box>574 673 596 694</box>
currency-row <box>1188 752 1369 763</box>
kosmos-item-subtitle: ΓΕΥΜΑΤΑ <box>1437 233 1495 247</box>
filosofia-subtitle: Ο ΚΡΟΜΒΕΛ <box>491 418 572 432</box>
crossword-number: 4 <box>494 529 500 540</box>
crossword-cell[interactable] <box>466 608 488 629</box>
calendar-duty: Διευθυντής νοσοκομείου: ΓΕΩΡΓΙΟΣ ΓΙΑΝΝΟΠΟΥΛΟΣ, Μητροπόλεως 83. <box>1002 151 1172 171</box>
radio-title: ΡΑΔΙΟΦΩΝΟΝ <box>991 780 1177 804</box>
paremvaseis-cartoon <box>808 196 985 304</box>
crossword-cell[interactable] <box>531 586 553 608</box>
crossword-cell[interactable] <box>444 673 466 694</box>
crossword-cell <box>488 543 509 564</box>
kosmos-column <box>1380 44 1552 2294</box>
town-cinemas <box>660 542 798 1106</box>
crossword-solution: ΟΡΙΖΟΝΤΙΩΣ: 1) ΣΕΙΡΗΝΕΣ. 2) ΤΥ. 3) ΙΤΑ. 4) ΣΑ. 5) ΟΡΙΣΤΑ. 6) ΣΑΜ. 7) ΑΡΓΑ. ΚΑΘΕΤΩΣ: 1) ΣΥΜΠΟΣΙΑ. 2) ΕΠΙΡΡΗΜΑ. 3) ΙΤΑΛΙΑ. 4) ΡΕ. 5) ΗΡΩΕΣ. <box>412 895 651 941</box>
kosmos-item-text: ΓΕΛΛΙΓΚΤΟΝ (Νέα Ζηλανδία), 21. (Γράνς). Ένας μικρός σκύλος που λέγεται Μπόμπ ξυπνά κάθε πρωί τον αφέντη του, του φέρει τις παντόφλες και το καπέλο του και κάθεται εις το τραπέζι για να φάει μαζί του. Μόνον που δεν μιλεί... <box>1380 128 1552 208</box>
crossword-cell[interactable] <box>574 694 596 716</box>
crossword-grid[interactable] <box>422 542 597 717</box>
calendar-text: ΣΕΛΗΝΗ 27 ΗΜΕΡΩΝ. Αν. ηλίου 5.48, δ. 7.08. Αγαθονίκου, Ακινδύνου, Αφθονίου. Πορφυρίων 234 ημ. Υπολείπονται 130. <box>1002 105 1172 147</box>
serial-illustration <box>604 1773 694 1843</box>
pharmacy-item: Α. Στεφανίδου, Μητροπόλεως 6. <box>217 1907 344 1918</box>
town-cinemas-list: ΑΤΤΙΚΟΝ: «Ο Ουρανός». ΚΡΗΤΗ: «Η νύχτα του Ναπόλι». <box>660 842 798 873</box>
kosmos-item-text: ΠΙΤΣΜΠΟΥΡΓΚ, 21. (Γράνς). Σύμφωνα με στατιστικήν του δικαστηρίου, οι περισσότεροι καυγάδες μεταξύ συζύγων γίνονται εις το σπίτι όταν αλλάζουν τη θέση των επίπλων. Οι σύζυγοι καταλήγουν συχνά να σπάνε τα έπιπλα... <box>1380 491 1552 583</box>
stixos-title: ό Στίχος <box>412 182 523 212</box>
lexiko-subtitle: Λίρα <box>1070 559 1098 573</box>
crossword-cell[interactable] <box>509 543 531 564</box>
iatros-title: Ο ΙΑΤΡΟΣ ΜΑΣ <box>459 955 587 975</box>
town-name: ΣΙΔΗΡΟΚΑΣΤΡΟΝ <box>677 615 781 629</box>
ekdromai-title: ΕΚΔΡΟΜΑΙ <box>1202 298 1355 329</box>
crossword-cell[interactable] <box>423 651 444 673</box>
thessaloniki-title: ΘΕΣΣΑΛΟΝΙΚΗ <box>685 303 773 317</box>
exerete-text-2: Ένα κουνούπι κινεί τις πτέρυγές του 300 φορές το δευτερόλεπτον. Η μέλισσα 200 φορές. Το βράδυ, ως γνωστόν, το κουνούπι πετάει σε ύψος 20 μέτρων και η νύχτα δεν το εμποδίζει... <box>1188 222 1369 290</box>
crossword-cell[interactable] <box>444 586 466 608</box>
town-cinemas-list: ΕΛΛΗΝΙΣ: «Τα θαλάσσια». ΝΑΥΤΙΑ: «Ο βασιλεύς των δασών». <box>660 895 798 926</box>
theamata-title: ΘΕΑΜΑΤΑ <box>660 182 769 206</box>
crossword-number: 5 <box>516 529 522 540</box>
crossword-cell[interactable] <box>574 608 596 629</box>
